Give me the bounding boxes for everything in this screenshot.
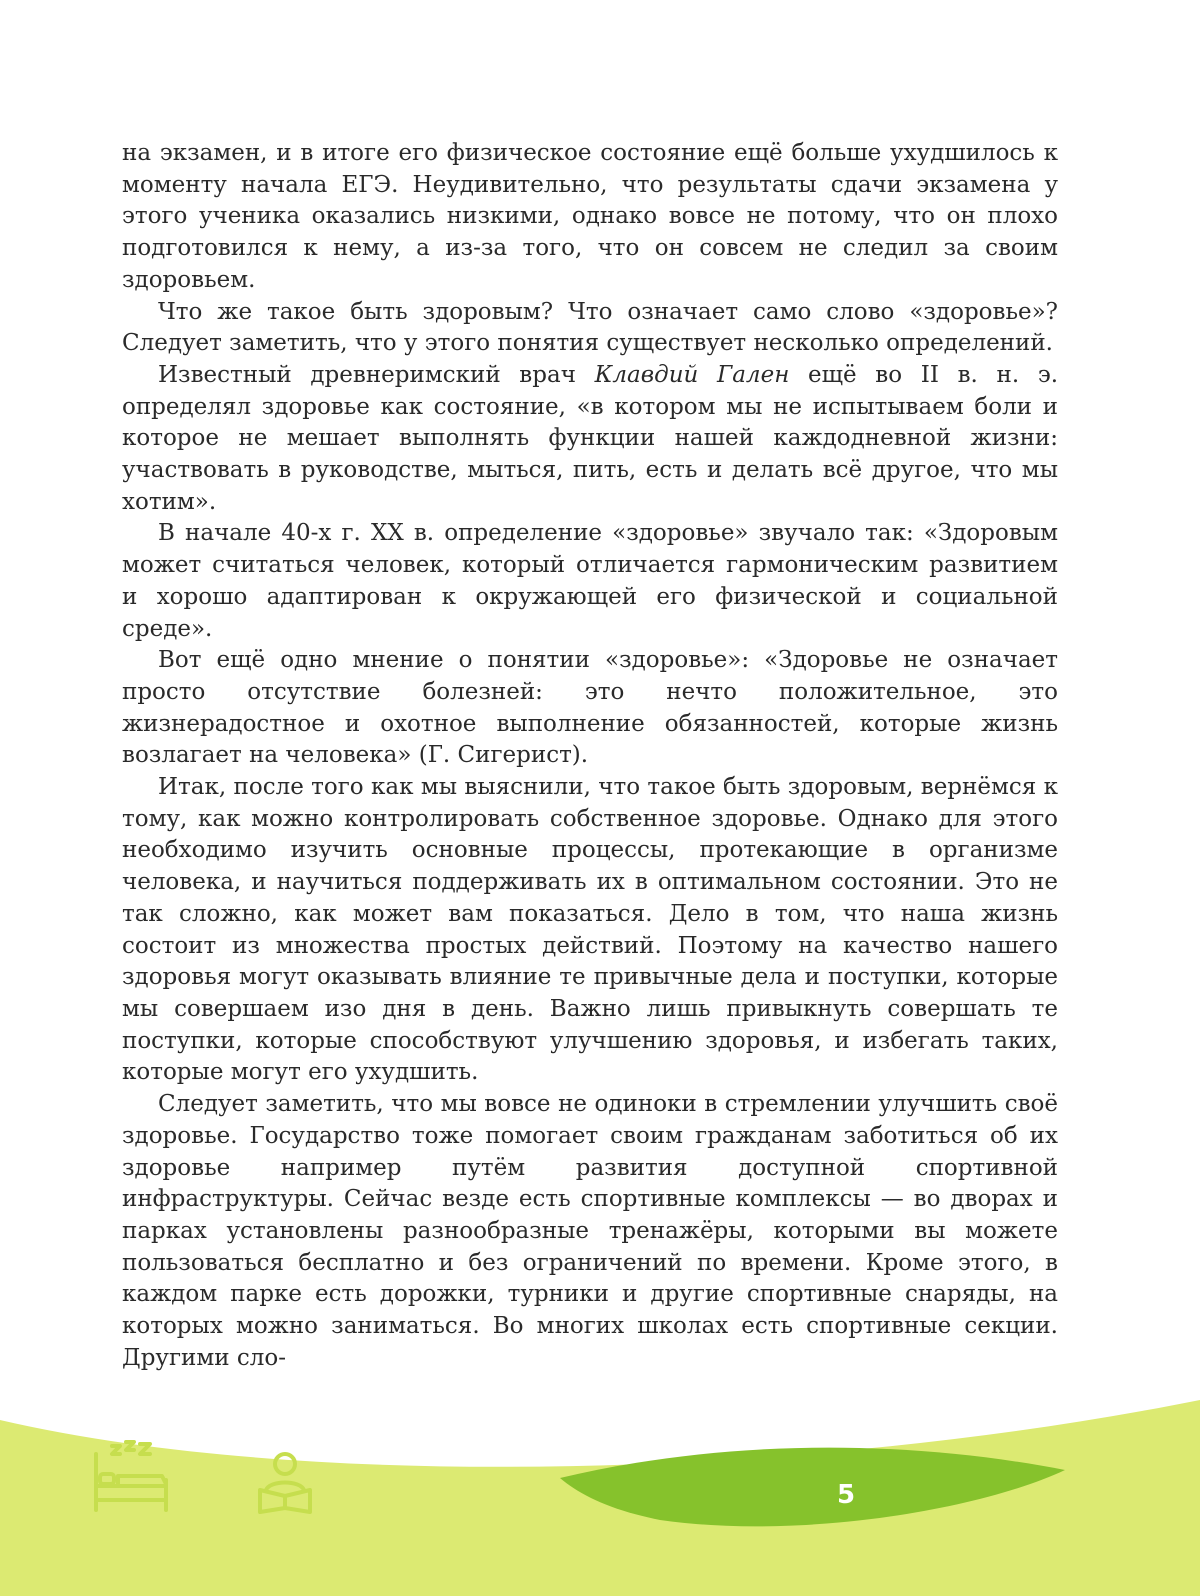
main-text [122,138,1058,1374]
paragraph-4: В начале 40-х г. XX в. определение «здоровье» звучало так: «Здоровым может считаться человек, который отличается гармоническим развитием и хорошо адаптирован к окружающей его физической и социальной среде». [122,520,1058,642]
paragraph-7: Следует заметить, что мы вовсе не одиноки в стремлении улучшить своё здоровье. Государство тоже помогает своим гражданам заботиться об их здоровье например путём развития доступной спортивной инфраструктуры. Сейчас везде есть спортивные комплексы — во дворах и парках установлены разнообразные тренажёры, которыми вы можете пользоваться бесплатно и без ограничений по времени. Кроме этого, в каждом парке есть дорожки, турники и другие спортивные снаряды, на которых можно заниматься. Во многих школах есть спортивные секции. Другими сло- [122,1091,1058,1371]
paragraph-2: Что же такое быть здоровым? Что означает само слово «здоровье»? Следует заметить, что у этого понятия существует несколько определений. [122,298,1058,357]
footer-wave-graphic [0,1400,1200,1596]
page-number: 5 [836,1480,856,1510]
paragraph-3-lead: Известный древнеримский врач [158,361,595,388]
person-reading-book-icon [256,1450,314,1516]
paragraph-3 [122,360,1058,519]
paragraph-5: Вот ещё одно мнение о понятии «здоровье»: «Здоровье не означает просто отсутствие болезней: это нечто положительное, это жизнерадостное и охотное выполнение обязанностей, которые жизнь возлагает на человека» (Г. Сигерист). [122,647,1058,769]
sleeping-bed-icon [88,1440,174,1516]
footer-wave [0,1400,1200,1596]
author-name-galen: Клавдий Гален [594,361,790,388]
paragraph-3-rest: ещё во II в. н. э. определял здоровье как состояние, «в котором мы не испытываем боли и которое не мешает выполнять функции нашей каждодневной жизни: участвовать в руководстве, мыться, пить, есть и делать всё другое, что мы хотим». [122,361,1059,515]
paragraph-1: на экзамен, и в итоге его физическое состояние ещё больше ухудшилось к моменту начала ЕГЭ. Неудивительно, что результаты сдачи экзамена у этого ученика оказались низкими, однако вовсе не потому, что он плохо подготовился к нему, а из-за того, что он совсем не следил за своим здоровьем. [122,140,1058,293]
paragraph-6: Итак, после того как мы выяснили, что такое быть здоровым, вернёмся к тому, как можно контролировать собственное здоровье. Однако для этого необходимо изучить основные процессы, протекающие в организме человека, и научиться поддерживать их в оптимальном состоянии. Это не так сложно, как может вам показаться. Дело в том, что наша жизнь состоит из множества простых действий. Поэтому на качество нашего здоровья могут оказывать влияние те привычные дела и поступки, которые мы совершаем изо дня в день. Важно лишь привыкнуть совершать те поступки, которые способствуют улучшению здоровья, и избегать таких, которые могут его ухудшить. [122,774,1058,1086]
